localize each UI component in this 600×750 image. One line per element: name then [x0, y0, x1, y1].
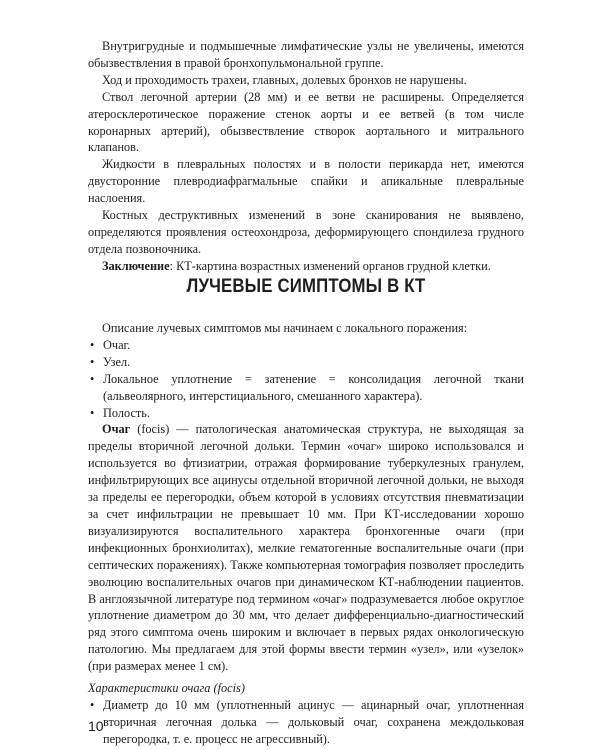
- characteristics-list: [88, 697, 524, 748]
- focus-definition-text: (focis) — патологическая анатомическая структура, не выходящая за пределы вторичной легочной дольки. Термин «очаг» широко использовался и используется во фтизиатрии, отражая формирование туберкулезных гранулем, инфильтрирующих все ацинусы отдельной вторичной легочной дольки, не выходя за пределы ее перегородки, объем которой в условиях отсутствия пневматизации за счет инфильтрации не превышает 10 мм. При КТ-исследовании хорошо визуализируются воспалительного характера бронхогенные очаги (при инфекционных бронхиолитах), мелкие гематогенные воспалительные очаги (при септических поражениях). Также компьютерная томография позволяет проследить эволюцию воспалительных очагов при динамическом КТ-наблюдении пациентов. В англоязычной литературе под термином «очаг» подразумевается любое округлое уплотнение диаметром до 30 мм, что делает дифференциально-диагностический ряд этого симптома очень широким и включает в первых рядах онкологическую патологию. Мы предлагаем для этой формы ввести термин «узел», или «узелок» (при размерах менее 1 см).: [88, 422, 524, 674]
- bullet-icon: •: [90, 405, 95, 420]
- list-item: • Узел.: [90, 354, 131, 369]
- bullet-icon: •: [90, 697, 95, 712]
- paragraph-trachea: Ход и проходимость трахеи, главных, долевых бронхов не нарушены.: [102, 72, 467, 87]
- top-section: [88, 38, 524, 275]
- paragraph-lymph-nodes: Внутригрудные и подмышечные лимфатические узлы не увеличены, имеются обызвествления в правой бронхопульмональной группе.: [88, 39, 524, 70]
- page-number: 10: [88, 718, 104, 734]
- focus-definition-paragraph: [88, 421, 524, 675]
- paragraph-pulmonary-artery: Ствол легочной артерии (28 мм) и ее ветви не расширены. Определяется атеросклеротическое поражение стенок аорты и ее ветвей (в том числе коронарных артерий), обызвествление створок аортального и митрального клапанов.: [88, 89, 524, 155]
- symptom-list: [88, 337, 524, 422]
- list-item: • Диаметр до 10 мм (уплотненный ацинус — ацинарный очаг, уплотненная вторичная легочная долька — дольковый очаг, сохранена междольковая перегородка, т. е. процесс не агрессивный).: [90, 697, 524, 746]
- conclusion-label: Заключение: [102, 258, 170, 273]
- list-item: • Локальное уплотнение = затенение = консолидация легочной ткани (альвеолярного, интерстициального, смешанного характера).: [90, 371, 524, 403]
- bullet-icon: •: [90, 337, 95, 352]
- main-section: [88, 320, 524, 748]
- bullet-icon: •: [90, 371, 95, 386]
- focus-term: Очаг: [102, 422, 131, 437]
- list-item: • Полость.: [90, 405, 150, 420]
- paragraph-conclusion: [88, 258, 524, 275]
- paragraph-bones: Костных деструктивных изменений в зоне сканирования не выявлено, определяются проявления остеохондроза, деформирующего спондилеза грудного отдела позвоночника.: [88, 208, 524, 256]
- bullet-icon: •: [90, 354, 95, 369]
- conclusion-text: : КТ-картина возрастных изменений органов грудной клетки.: [169, 258, 491, 273]
- section-title: ЛУЧЕВЫЕ СИМПТОМЫ В КТ: [186, 275, 426, 297]
- characteristics-title: Характеристики очага (focis): [88, 681, 245, 696]
- intro-paragraph: Описание лучевых симптомов мы начинаем с локального поражения:: [102, 321, 468, 335]
- list-item: • Очаг.: [90, 337, 131, 352]
- paragraph-pleural: Жидкости в плевральных полостях и в полости перикарда нет, имеются двусторонние плевродиафрагмальные спайки и апикальные плевральные наслоения.: [88, 157, 524, 206]
